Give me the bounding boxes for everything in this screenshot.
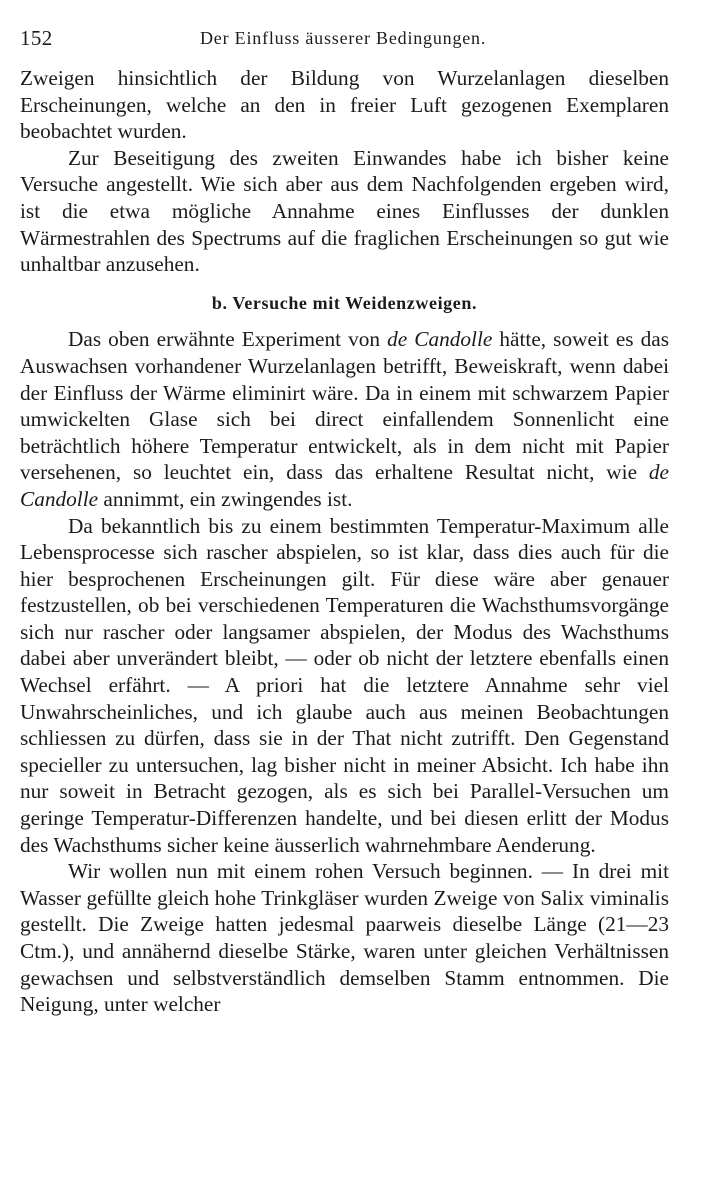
paragraph-1: [20, 65, 669, 145]
paragraph-text: Da bekanntlich bis zu einem bestimmten Temperatur-Maximum alle Lebensprocesse sich rascher abspielen, so ist klar, dass dies auch für die hier besprochenen Erscheinungen gilt. Für diese wäre aber genauer festzustellen, ob bei verschiedenen Temperaturen die Wachsthumsvorgänge sich nur rascher oder langsamer abspielen, der Modus des Wachsthums dabei aber unverändert bleibt, — oder ob nicht der letztere ebenfalls einen Wechsel erfährt. — A priori hat die letztere Annahme sehr viel Unwahrscheinliches, und ich glaube auch aus meinen Beobachtungen schliessen zu dürfen, dass sie in der That nicht zutrifft. Den Gegenstand specieller zu untersuchen, lag bisher nicht in meiner Absicht. Ich habe ihn nur soweit in Betracht gezogen, als es sich bei Parallel-Versuchen um geringe Temperatur-Differenzen handelte, und bei diesen erlitt der Modus des Wachsthums sicher keine äusserlich wahrnehmbare Aenderung.: [20, 513, 669, 857]
paragraph-text: Wir wollen nun mit einem rohen Versuch beginnen. — In drei mit Wasser gefüllte gleich hohe Trinkgläser wurden Zweige von Salix viminalis gestellt. Die Zweige hatten jedesmal paarweis dieselbe Länge (21—23 Ctm.), und annähernd dieselbe Stärke, waren unter gleichen Verhältnissen gewachsen und selbstverständlich demselben Stamm entnommen. Die Neigung, unter welcher: [20, 859, 669, 1017]
paragraph-2: [20, 145, 669, 278]
paragraph-text: Zweigen hinsichtlich der Bildung von Wurzelanlagen dieselben Erscheinungen, welche an den in freier Luft gezogenen Exemplaren beobachtet wurden.: [20, 66, 669, 144]
running-header: [20, 22, 669, 52]
body-text: [20, 65, 669, 1018]
paragraph-text: Zur Beseitigung des zweiten Einwandes habe ich bisher keine Versuche angestellt. Wie sich aber aus dem Nachfolgenden ergeben wird, ist die etwa mögliche Annahme eines Einflusses der dunklen Wärmestrahlen des Spectrums auf die fraglichen Erscheinungen so gut wie unhaltbar anzusehen.: [20, 145, 669, 277]
author-name-italic: de Candolle: [20, 460, 669, 511]
paragraph-4: [20, 513, 669, 859]
paragraph-3: [20, 326, 669, 512]
paragraph-text: hätte, soweit es das Auswachsen vorhandener Wurzelanlagen betrifft, Beweiskraft, wenn dabei der Einfluss der Wärme eliminirt wäre. Da in einem mit schwarzem Papier umwickelten Glase sich bei direct einfallendem Sonnenlicht eine beträchtlich höhere Temperatur entwickelt, als in dem nicht mit Papier versehenen, so leuchtet ein, dass das erhaltene Resultat nicht, wie: [20, 327, 670, 485]
paragraph-text: Das oben erwähnte Experiment von: [68, 327, 388, 352]
page-number: 152: [20, 26, 53, 50]
running-title: Der Einfluss äusserer Bedingungen.: [200, 28, 487, 48]
section-heading: b. Versuche mit Weidenzweigen.: [211, 292, 478, 313]
paragraph-text: annimmt, ein zwingendes ist.: [98, 486, 353, 511]
paragraph-5: [20, 858, 669, 1018]
author-name-italic: de Candolle: [387, 327, 493, 352]
